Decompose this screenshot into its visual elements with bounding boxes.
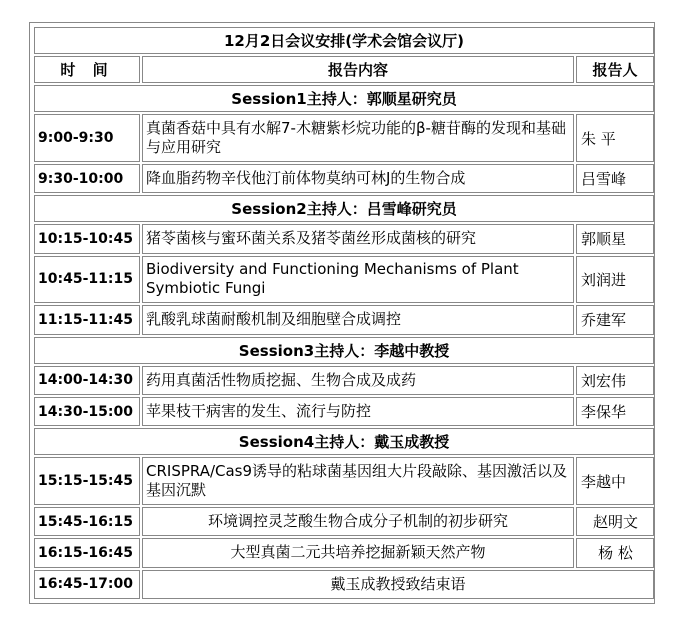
talk-speaker: 刘润进 (576, 256, 654, 304)
session-header: Session3主持人：李越中教授 (34, 337, 654, 364)
talk-row (34, 164, 654, 193)
talk-time: 15:45-16:15 (34, 507, 140, 536)
talk-time: 14:00-14:30 (34, 366, 140, 395)
header-content: 报告内容 (142, 56, 574, 83)
talk-time: 10:45-11:15 (34, 256, 140, 304)
talk-speaker: 乔建军 (576, 305, 654, 334)
talk-row (34, 366, 654, 395)
talk-time: 15:15-15:45 (34, 457, 140, 505)
schedule-frame (29, 22, 655, 604)
talk-speaker: 朱 平 (576, 114, 654, 162)
talk-row (34, 457, 654, 505)
schedule-title: 12月2日会议安排(学术会馆会议厅) (34, 27, 654, 54)
talk-speaker: 郭顺星 (576, 224, 654, 253)
talk-time: 16:45-17:00 (34, 570, 140, 599)
talk-speaker: 吕雪峰 (576, 164, 654, 193)
talk-row (34, 507, 654, 536)
talk-row (34, 397, 654, 426)
talk-title: 大型真菌二元共培养挖掘新颖天然产物 (142, 538, 574, 567)
talk-title: 环境调控灵芝酸生物合成分子机制的初步研究 (142, 507, 574, 536)
talk-time: 16:15-16:45 (34, 538, 140, 567)
talk-title: 苹果枝干病害的发生、流行与防控 (142, 397, 574, 426)
talk-row (34, 570, 654, 599)
schedule-table (32, 25, 656, 601)
session-header: Session4主持人：戴玉成教授 (34, 428, 654, 455)
header-time: 时 间 (34, 56, 140, 83)
talk-title: 乳酸乳球菌耐酸机制及细胞壁合成调控 (142, 305, 574, 334)
session-header: Session1主持人：郭顺星研究员 (34, 85, 654, 112)
talk-title: 戴玉成教授致结束语 (142, 570, 654, 599)
talk-row (34, 256, 654, 304)
talk-time: 11:15-11:45 (34, 305, 140, 334)
talk-speaker: 刘宏伟 (576, 366, 654, 395)
talk-title: CRISPRA/Cas9诱导的粘球菌基因组大片段敲除、基因激活以及基因沉默 (142, 457, 574, 505)
talk-row (34, 305, 654, 334)
talk-row (34, 224, 654, 253)
header-speaker: 报告人 (576, 56, 654, 83)
talk-speaker: 李保华 (576, 397, 654, 426)
talk-speaker: 李越中 (576, 457, 654, 505)
talk-title: 降血脂药物辛伐他汀前体物莫纳可林J的生物合成 (142, 164, 574, 193)
talk-title: Biodiversity and Functioning Mechanisms of Plant Symbiotic Fungi (142, 256, 574, 304)
talk-title: 药用真菌活性物质挖掘、生物合成及成药 (142, 366, 574, 395)
talk-time: 10:15-10:45 (34, 224, 140, 253)
talk-row (34, 114, 654, 162)
session-header: Session2主持人：吕雪峰研究员 (34, 195, 654, 222)
talk-title: 真菌香菇中具有水解7-木糖紫杉烷功能的β-糖苷酶的发现和基础与应用研究 (142, 114, 574, 162)
talk-speaker: 赵明文 (576, 507, 654, 536)
talk-speaker: 杨 松 (576, 538, 654, 567)
talk-time: 9:30-10:00 (34, 164, 140, 193)
talk-title: 猪苓菌核与蜜环菌关系及猪苓菌丝形成菌核的研究 (142, 224, 574, 253)
talk-time: 9:00-9:30 (34, 114, 140, 162)
talk-time: 14:30-15:00 (34, 397, 140, 426)
talk-row (34, 538, 654, 567)
